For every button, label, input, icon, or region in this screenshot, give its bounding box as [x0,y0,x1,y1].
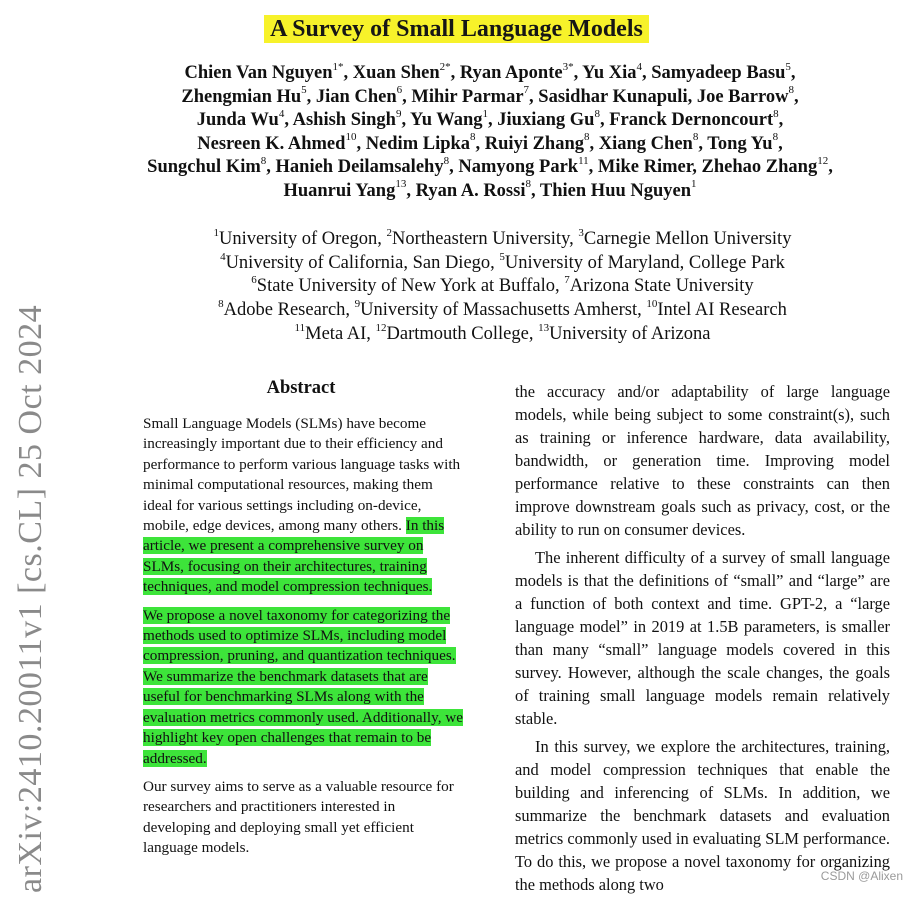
affiliation-name: Adobe Research [223,300,346,321]
author-name: Franck Dernoncourt [609,110,774,130]
author [315,84,403,107]
body-paragraph-2: The inherent difficulty of a survey of small language models is that the definitions of “small” and “large” are a function of both context and time. GPT-2, a “large language model” in 2019 at 1.5B parameters, is smaller than many “small” language models covered in this survey. However, although the scale changes, the goals of training small language models remain relatively stable. [515,548,890,728]
author [497,107,600,130]
author [411,84,530,107]
affiliation-number: 4 [220,250,226,263]
author [609,107,779,130]
abstract-p1-plain: Small Language Models (SLMs) have become increasingly important due to their efficiency and performance to perform various language tasks with minimal computational resources, making them ideal for various settings including on-device, mobile, edge devices, among many others. [143,415,461,535]
author-affiliation-mark: 1 [691,178,697,191]
author-line: Junda Wu$^4$, Ashish Singh$^9$, Yu Wang$^1$, Jiuxiang Gu$^8$, Franck Dernoncourt$^8$, [196,107,784,130]
affiliation-name: State University of New York at Buffalo [256,276,555,297]
author [701,154,829,177]
author-line: Huanrui Yang$^{13}$, Ryan A. Rossi$^8$, Thien Huu Nguyen$^1$ [283,178,697,201]
affiliation-name: University of Oregon [219,229,378,249]
author-affiliation-mark: 1* [332,60,344,73]
affiliation-number: 10 [646,297,658,310]
author-affiliation-mark: 3* [562,60,574,73]
author [582,60,642,83]
author-affiliation-mark: 8 [525,178,531,191]
author-affiliation-mark: 6 [396,84,403,97]
affiliation-line: $^4$University of California, San Diego, $^5$University of Maryland, College Park [220,250,785,273]
watermark: CSDN @Alixen [820,869,903,883]
affiliation-name: Meta AI [305,323,367,344]
author-name: Ashish Singh [292,110,396,130]
author-name: Hanieh Deilamsalehy [275,157,444,177]
author [598,157,692,177]
author-name: Namyong Park [458,157,579,177]
abstract-p1-highlight: In this article, we present a comprehensive survey on SLMs, focusing on their architectures, training techniques, and model compression techniques. [143,517,445,596]
author [696,84,794,107]
affiliation-name: University of California, San Diego [225,252,491,273]
author-name: Sasidhar Kunapuli [538,86,688,107]
author [181,84,307,107]
paper-title-block [0,16,913,43]
author-name: Yu Xia [582,63,637,83]
author-name: Thien Huu Nguyen [539,180,692,201]
affiliation-line: $^{11}$Meta AI, $^{12}$Dartmouth College, $^{13}$University of Arizona [294,321,711,344]
affiliation-list [100,228,905,347]
author-name: Nesreen K. Ahmed [197,133,346,154]
author-name: Zhengmian Hu [181,86,302,107]
author-name: Samyadeep Basu [651,63,786,83]
author-name: Zhehao Zhang [701,157,818,177]
author-affiliation-mark: 8 [773,107,779,120]
abstract-column [143,414,465,867]
body-paragraph-3: In this survey, we explore the architectures, training, and model compression techniques that enable the building and inferencing of SLMs. In addition, we summarize the benchmark datasets and evaluation metrics commonly used in evaluating SLM performance. To do this, we propose a novel taxonomy for organizing the methods along two [515,737,890,894]
author [539,178,697,201]
author-name: Huanrui Yang [283,180,396,201]
author-name: Ruiyi Zhang [484,133,585,154]
author-affiliation-mark: 8 [788,84,794,97]
abstract-paragraph-3: Our survey aims to serve as a valuable resource for researchers and practitioners interested in developing and deploying small yet efficient language models. [143,777,454,857]
author-name: Ryan A. Rossi [415,180,526,201]
author-name: Junda Wu [196,110,279,130]
author-affiliation-mark: 5 [301,84,307,97]
author-name: Nedim Lipka [365,133,471,154]
author-affiliation-mark: 8 [260,154,267,167]
author-affiliation-mark: 4 [278,107,285,120]
affiliation-number: 13 [538,321,550,334]
affiliation-number: 1 [213,226,220,239]
affiliation-number: 7 [564,274,570,287]
author-name: Sungchul Kim [147,157,261,177]
paper-title: A Survey of Small Language Models [264,15,649,43]
author-affiliation-mark: 5 [785,60,791,73]
author-name: Jian Chen [315,86,397,107]
author-affiliation-mark: 11 [578,154,589,167]
author-affiliation-mark: 8 [584,131,590,144]
author-affiliation-mark: 8 [443,154,450,167]
author [458,154,589,177]
author-name: Mihir Parmar [411,86,524,107]
author-name: Yu Wang [410,110,483,130]
author-affiliation-mark: 9 [395,107,402,120]
affiliation-line: $^1$University of Oregon, $^2$Northeastern University, $^3$Carnegie Mellon University [213,226,792,249]
affiliation-number: 3 [578,226,584,239]
author [275,154,450,177]
abstract-heading: Abstract [266,378,336,398]
author-affiliation-mark: 12 [817,154,829,167]
affiliation-number: 12 [375,321,387,334]
author [484,131,590,154]
author-affiliation-mark: 8 [594,107,600,120]
affiliation-number: 8 [218,297,224,310]
author-name: Jiuxiang Gu [497,110,595,130]
author-name: Mike Rimer [597,157,693,177]
affiliation-name: University of Arizona [549,323,711,344]
author [352,60,451,83]
author [197,131,357,154]
abstract-paragraph-2 [143,606,465,769]
author-name: Xiang Chen [598,133,693,154]
author-line: Chien Van Nguyen$^{1*}$, Xuan Shen$^{2*}$, Ryan Aponte$^{3*}$, Yu Xia$^4$, Samyadeep Basu$^5$, [184,60,796,83]
author-affiliation-mark: 13 [395,178,407,191]
affiliation-name: University of Maryland, College Park [504,252,785,273]
affiliation-name: University of Massachusetts Amherst [360,300,638,321]
body-paragraph-1: the accuracy and/or adaptability of large language models, while being subject to some constraint(s), such as training or inference hardware, data availability, bandwidth, or generation time. Improving model performance relative to these constraints can then improve downstream goals such as privacy, cost, or the ability to run on consumer devices. [515,382,890,539]
author-affiliation-mark: 10 [345,131,357,144]
affiliation-name: Intel AI Research [657,300,787,321]
author-line: Zhengmian Hu$^5$, Jian Chen$^6$, Mihir Parmar$^7$, Sasidhar Kunapuli, Joe Barrow$^8$, [181,84,799,107]
affiliation-name: Carnegie Mellon University [583,229,792,249]
affiliation-line: $^6$State University of New York at Buffalo, $^7$Arizona State University [251,274,754,297]
author [707,131,779,154]
affiliation-name: Northeastern University [392,229,570,249]
author-name: Chien Van Nguyen [184,63,333,83]
author-name: Ryan Aponte [459,63,563,83]
author [651,60,791,83]
affiliation-number: 9 [354,297,361,310]
author [415,178,531,201]
author [283,178,407,201]
author [147,154,267,177]
affiliation-name: Dartmouth College [386,323,529,344]
author-name: Joe Barrow [696,86,789,107]
abstract-p2-highlight: We propose a novel taxonomy for categorizing the methods used to optimize SLMs, including model compression, pruning, and quantization techniques. We summarize the benchmark datasets that are useful for benchmarking SLMs along with the evaluation metrics commonly used. Additionally, we highlight key open challenges that remain to be addressed. [143,606,463,767]
affiliation-number: 11 [294,321,306,334]
arxiv-stamp: arXiv:2410.20011v1 [cs.CL] 25 Oct 2024 [12,304,49,893]
affiliation-number: 5 [499,250,505,263]
affiliation-line: $^8$Adobe Research, $^9$University of Massachusetts Amherst, $^{10}$Intel AI Research [218,297,787,321]
author [459,60,574,83]
author [292,107,402,130]
author-name: Tong Yu [707,133,773,154]
author-affiliation-mark: 1 [482,107,489,120]
affiliation-number: 6 [251,274,257,287]
abstract-paragraph-1 [143,414,465,598]
affiliation-number: 2 [386,226,393,239]
affiliation-name: Arizona State University [569,276,754,297]
author-affiliation-mark: 7 [523,84,530,97]
author-affiliation-mark: 8 [692,131,699,144]
author-list [95,62,885,203]
author [538,87,687,107]
author-line: Nesreen K. Ahmed$^{10}$, Nedim Lipka$^8$, Ruiyi Zhang$^8$, Xiang Chen$^8$, Tong Yu$^8$, [197,131,783,154]
author-affiliation-mark: 8 [772,131,779,144]
author-affiliation-mark: 2* [439,60,451,73]
author [196,107,285,130]
body-column [515,380,890,901]
author-line: Sungchul Kim$^8$, Hanieh Deilamsalehy$^8$, Namyong Park$^{11}$, Mike Rimer, Zhehao Zhang$^{12}$, [147,154,833,177]
author [598,131,699,154]
author [365,131,476,154]
author-affiliation-mark: 4 [636,60,642,73]
author-affiliation-mark: 8 [470,131,476,144]
author [184,60,344,83]
author-name: Xuan Shen [352,63,440,83]
author [410,107,489,130]
